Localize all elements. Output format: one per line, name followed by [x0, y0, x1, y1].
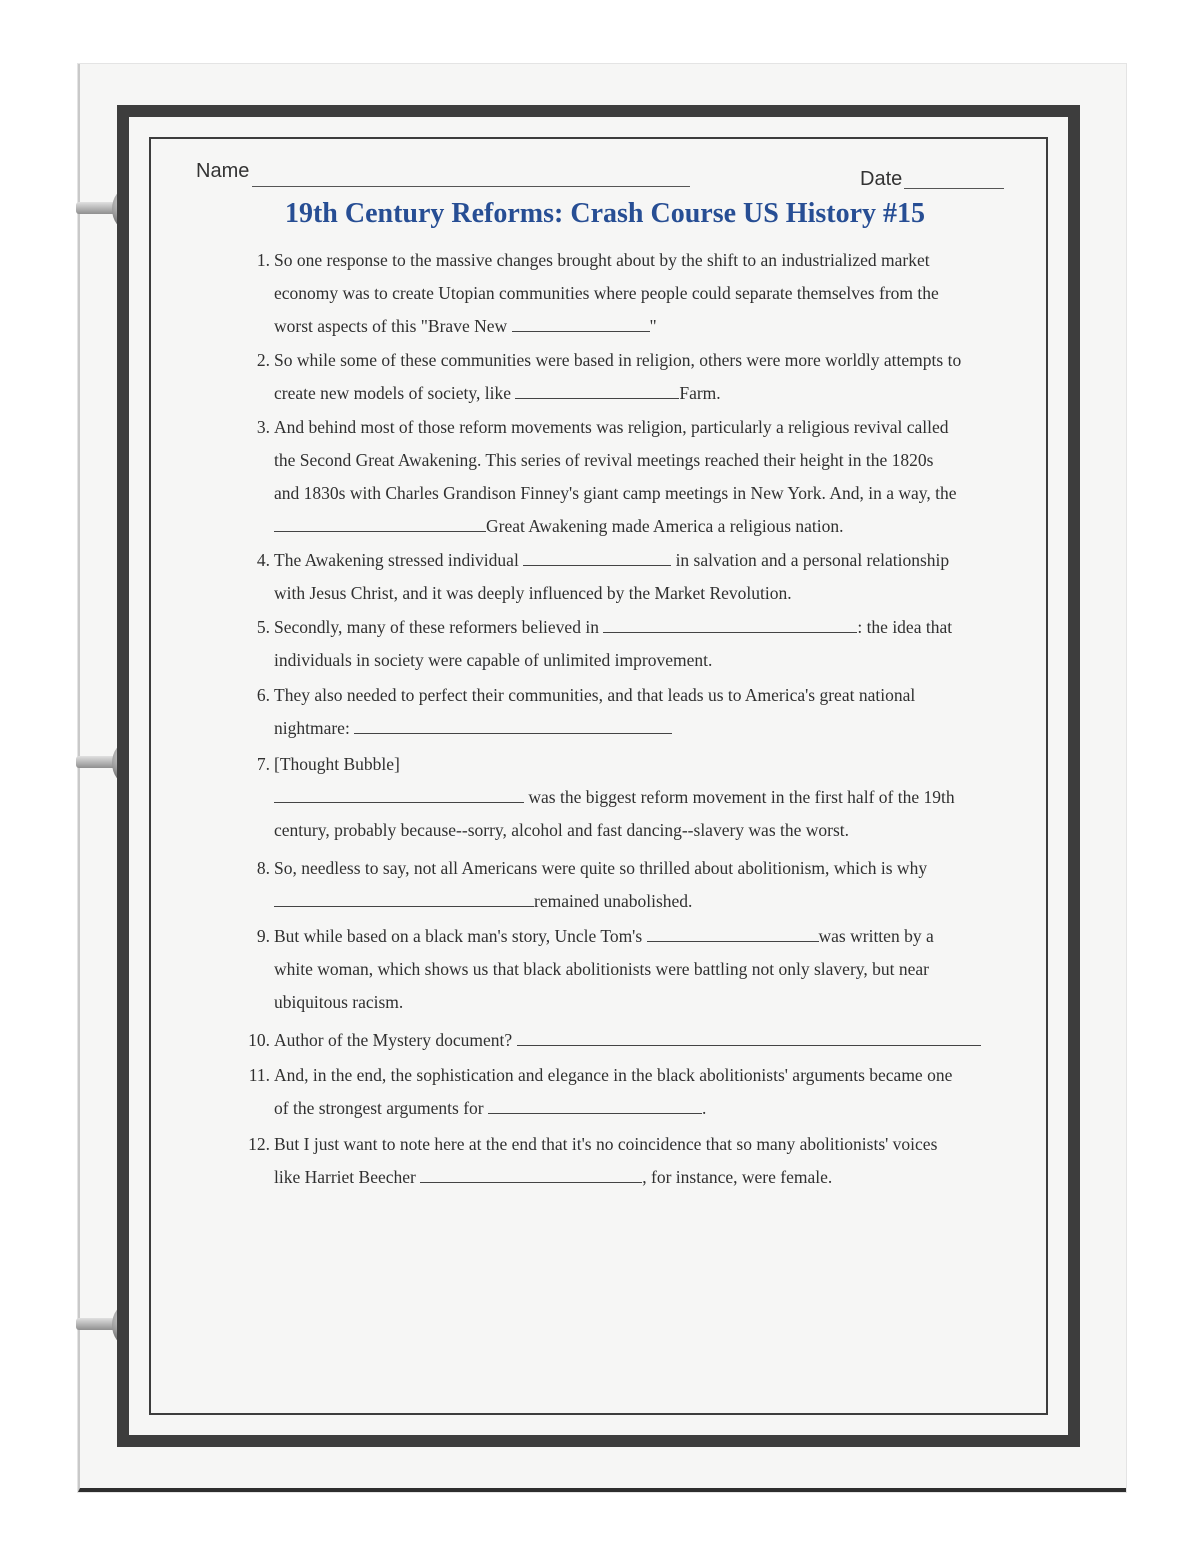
name-blank[interactable]: [252, 186, 690, 187]
answer-blank-1[interactable]: [512, 313, 650, 332]
answer-blank-11[interactable]: [488, 1095, 702, 1114]
worksheet-header: [196, 160, 1006, 194]
answer-blank-5[interactable]: [603, 614, 857, 633]
answer-blank-6[interactable]: [354, 715, 672, 734]
answer-blank-2[interactable]: [515, 380, 679, 399]
answer-blank-3[interactable]: [274, 513, 486, 532]
date-label: Date: [860, 168, 903, 190]
name-label: Name: [196, 160, 250, 182]
answer-blank-7[interactable]: [274, 784, 524, 803]
date-blank[interactable]: [904, 188, 1004, 189]
page-title: 19th Century Reforms: Crash Course US History #15: [284, 198, 926, 229]
answer-blank-8[interactable]: [274, 888, 534, 907]
answer-blank-9[interactable]: [647, 923, 819, 942]
answer-blank-12[interactable]: [420, 1164, 642, 1183]
answer-blank-10[interactable]: [517, 1027, 981, 1046]
answer-blank-4[interactable]: [523, 547, 671, 566]
